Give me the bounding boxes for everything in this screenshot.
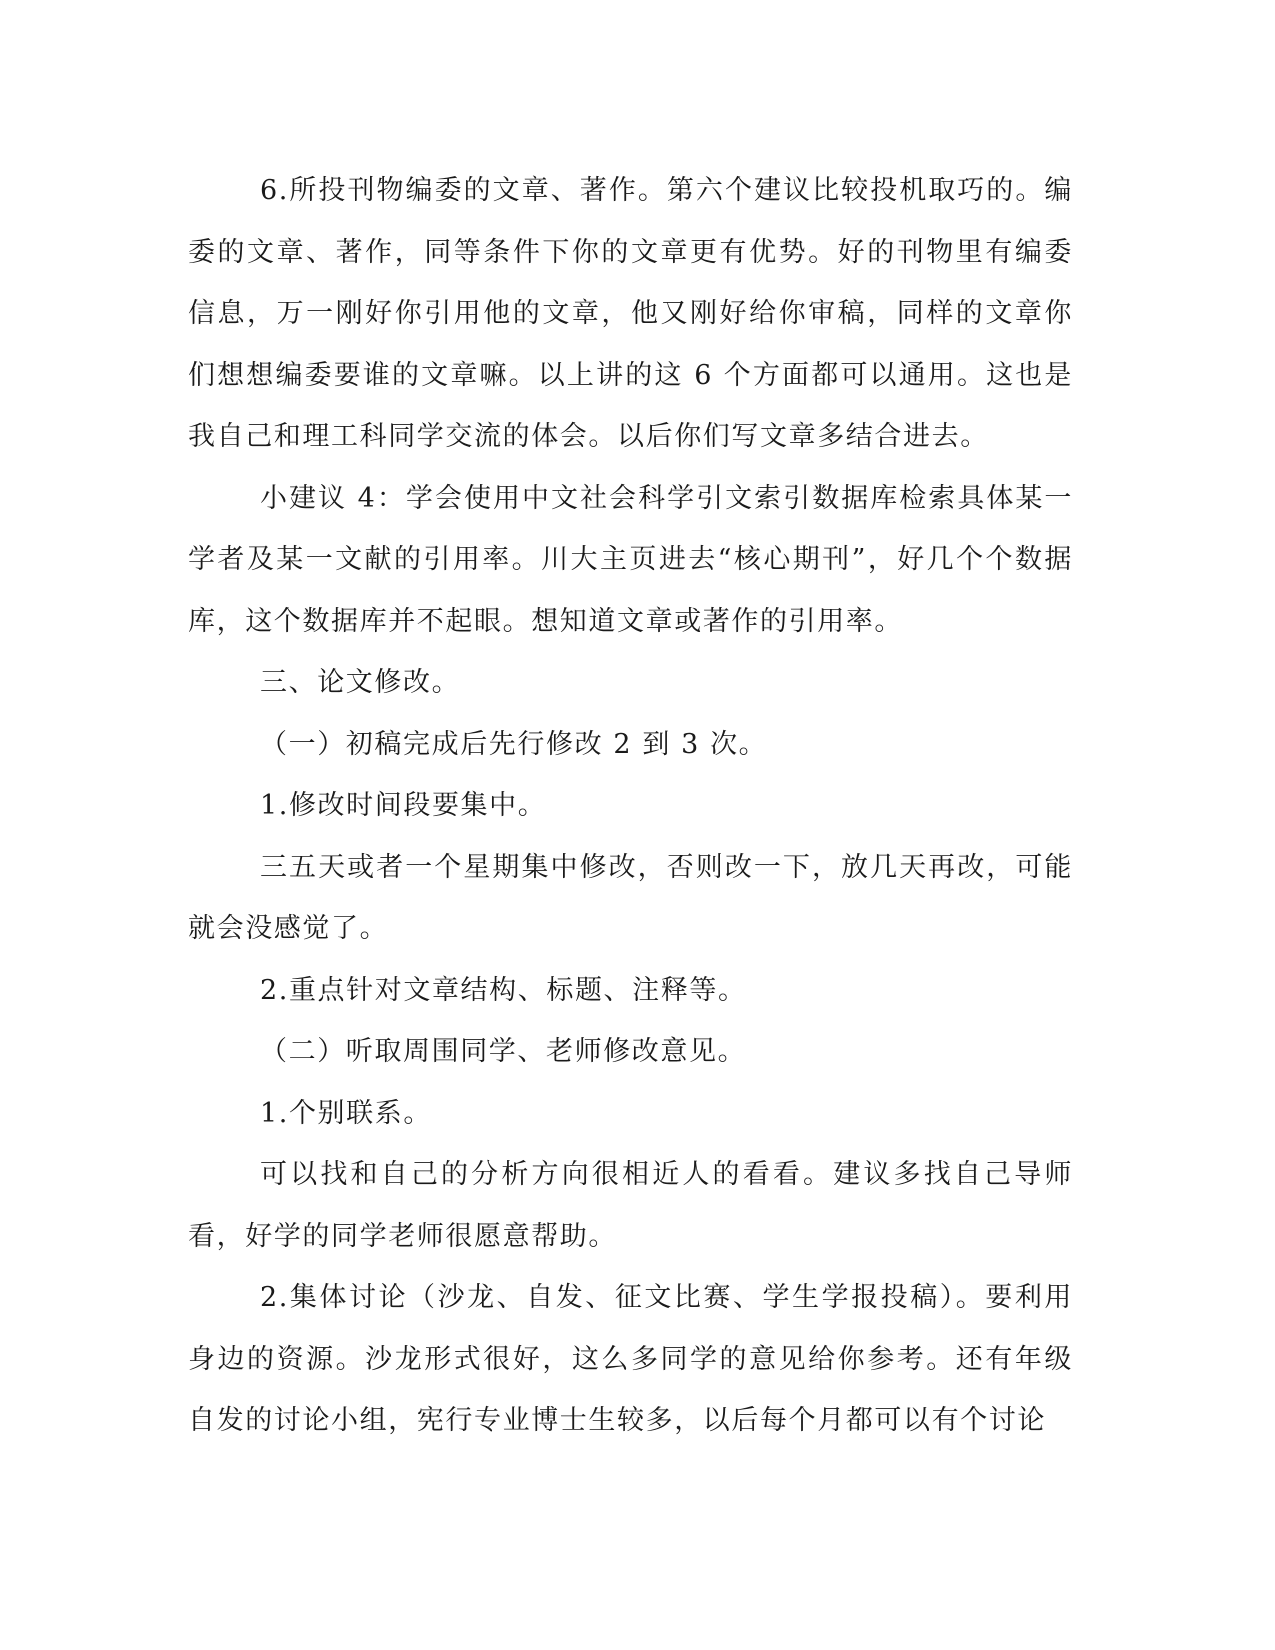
item-focus-structure: 2.重点针对文章结构、标题、注释等。 [260,974,747,1006]
paragraph-suggestion-4: 小建议 4：学会使用中文社会科学引文索引数据库检索具体某一学者及某一文献的引用率。川大主页进去“核心期刊”，好几个个数据库，这个数据库并不起眼。想知道文章或著作的引用率。 [188,482,1073,637]
paragraph-group-discussion: 2.集体讨论（沙龙、自发、征文比赛、学生学报投稿）。要利用身边的资源。沙龙形式很好，这么多同学的意见给你参考。还有年级自发的讨论小组，宪行专业博士生较多，以后每个月都可以有个讨论 [188,1282,1073,1436]
section-heading-revision: 三、论文修改。 [260,667,461,698]
paragraph-concentrated-time: 三五天或者一个星期集中修改，否则改一下，放几天再改，可能就会没感觉了。 [188,851,1073,944]
paragraph-individual-contact: 可以找和自己的分析方向很相近人的看看。建议多找自己导师看，好学的同学老师很愿意帮助。 [188,1159,1073,1252]
subheading-first-draft: （一）初稿完成后先行修改 2 到 3 次。 [260,728,768,760]
paragraph-point-6: 6.所投刊物编委的文章、著作。第六个建议比较投机取巧的。编委的文章、著作，同等条件下你的文章更有优势。好的刊物里有编委信息，万一刚好你引用他的文章，他又刚好给你审稿，同样的文章你们想想编委要谁的文章嘛。以上讲的这 6 个方面都可以通用。这也是我自己和理工科同学交流的体会。以后你们写文章多结合进去。 [188,175,1073,452]
document-body [188,160,1073,1452]
item-individual-contact: 1.个别联系。 [260,1097,432,1129]
subheading-listen-opinions: （二）听取周围同学、老师修改意见。 [260,1036,747,1067]
item-concentrated-time: 1.修改时间段要集中。 [260,790,547,821]
